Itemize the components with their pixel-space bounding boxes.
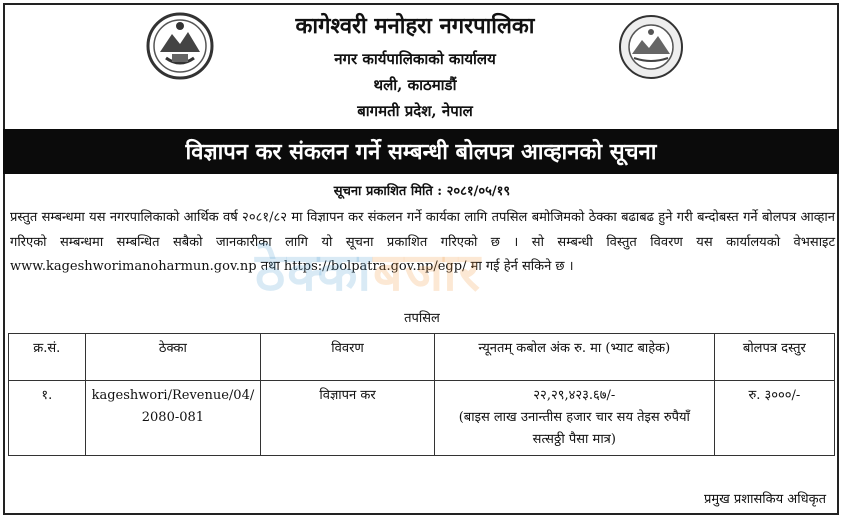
watermark-part-1: ठेक्का [255,243,373,303]
cell-serial: १. [9,381,86,456]
contract-table [8,333,835,456]
cell-min-bid [434,381,714,456]
notice-title: विज्ञापन कर संकलन गर्ने सम्बन्धी बोलपत्र आव्हानको सूचना [185,139,657,165]
table-header-row [9,334,835,381]
header-fee: बोलपत्र दस्तुर [714,334,834,381]
watermark [255,235,482,306]
min-bid-amount: २२,२९,४२३.६७/- [533,388,616,403]
notice-title-banner [3,129,839,174]
government-emblem-logo [146,12,214,80]
min-bid-words: (बाइस लाख उनान्तीस हजार चार सय तेइस रुपैयाँ सत्सठ्ठी पैसा मात्र) [458,410,690,447]
municipality-title: कागेश्वरी मनोहरा नगरपालिका [295,13,535,39]
province-name: बागमती प्रदेश, नेपाल [357,102,473,120]
notice-body: प्रस्तुत सम्बन्धमा यस नगरपालिकाको आर्थिक वर्ष २०८१/८२ मा विज्ञापन कर संकलन गर्ने कार्यका लागि तपसिल बमोजिमको ठेक्का बढाबढ हुने गरी बन्दोबस्त गर्ने बोलपत्र आव्हान गरिएको सम्बन्धमा सम्बन्धित सबैको जानकारीका लागि यो सूचना प्रकाशित गरिएको छ । सो सम्बन्धी विस्तुत विवरण यस कार्यालयको वेभसाइट www.kageshworimanoharmun.gov.np तथा https://bolpatra.gov.np/egp/ मा गई हेर्न सकिने छ । [10,210,835,274]
header-min-bid: न्यूनतम् कबोल अंक रु. मा (भ्याट बाहेक) [434,334,714,381]
watermark-part-2: बजार [372,243,482,303]
cell-description: विज्ञापन कर [261,381,435,456]
office-name: नगर कार्यपालिकाको कार्यालय [334,50,496,68]
cell-contract: kageshwori/Revenue/04/ 2080-081 [85,381,261,456]
table-row [9,381,835,456]
signatory: प्रमुख प्रशासकिय अधिकृत [703,492,826,507]
table-caption: तपसिल [404,311,440,326]
header-description: विवरण [261,334,435,381]
header-contract: ठेक्का [85,334,261,381]
published-date: सूचना प्रकाशित मिति : २०८१/०५/१९ [333,184,511,199]
header-serial: क्र.सं. [9,334,86,381]
cell-fee: रु. ३०००/- [714,381,834,456]
municipality-logo [618,14,684,80]
office-location: थली, काठमाडौं [373,76,457,94]
